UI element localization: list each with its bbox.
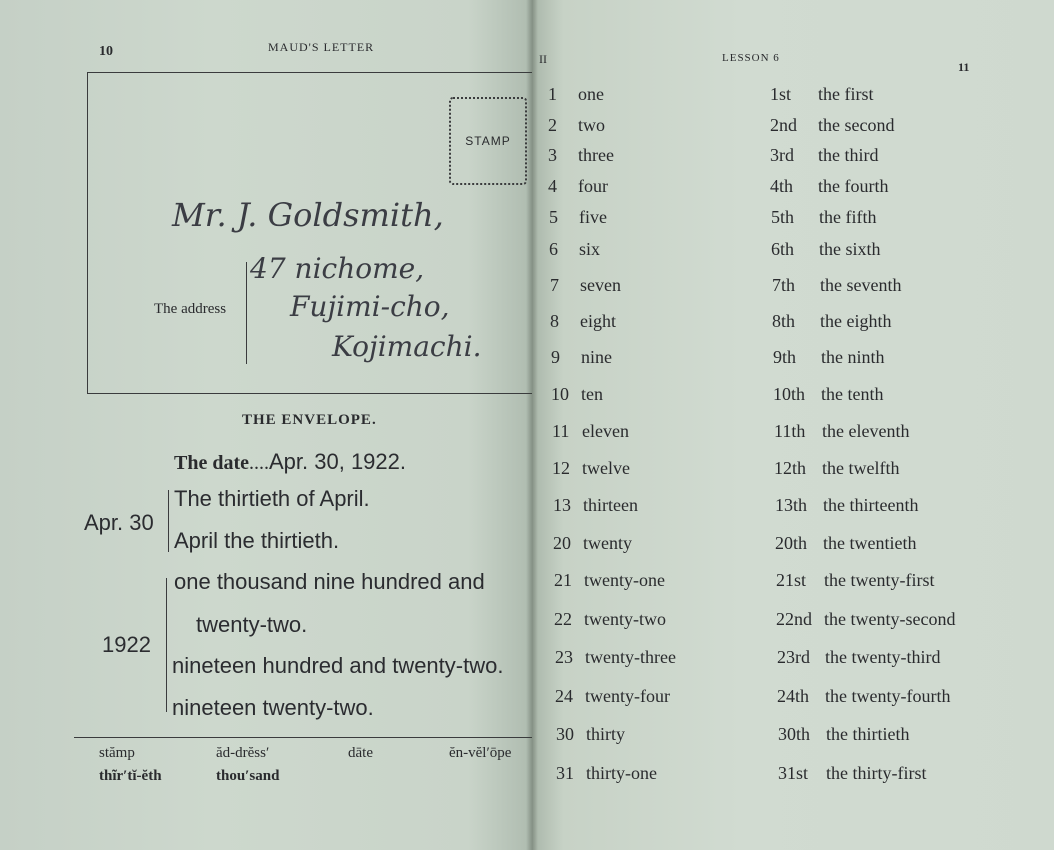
year-label: 1922 <box>102 632 151 657</box>
stamp-box <box>449 97 527 185</box>
ordinal-row-ordinalinal-cardinal-word: the thirtieth <box>826 724 910 744</box>
stamp-label: STAMP <box>465 134 511 148</box>
ordinal-row-cardinal-wordinal: thirty <box>586 724 625 744</box>
ordinal-row-ordinal: 20th <box>775 533 808 553</box>
ordinal-row-ordinal: 1st <box>770 84 792 104</box>
ordinal-row-number: 24 <box>555 686 573 706</box>
apr-brace <box>168 490 169 552</box>
ordinal-row-cardinal-wordinal: seven <box>580 275 621 295</box>
ordinal-row-ordinal: 12th <box>774 458 807 478</box>
ordinal-row-ordinalinal-cardinal-word: the seventh <box>820 275 902 295</box>
ordinal-row-ordinalinal-cardinal-word: the third <box>818 145 879 165</box>
address-line-3: Kojimachi. <box>332 330 482 363</box>
ordinal-row-cardinal-wordinal: twenty-four <box>585 686 670 706</box>
ordinal-row-cardinal-wordinal: twenty-two <box>584 609 666 629</box>
ordinal-row-cardinal-wordinal: six <box>579 239 601 259</box>
ordinal-row-cardinal-wordinal: thirty-one <box>586 763 657 783</box>
apr-label: Apr. 30 <box>84 510 154 535</box>
left-page-number: 10 <box>99 44 113 59</box>
ordinal-row-ordinalinal-cardinal-word: the twenty-fourth <box>825 686 951 706</box>
ordinal-row-ordinal: 21st <box>776 570 807 590</box>
ordinal-row-number: 22 <box>554 609 572 629</box>
date-line-value: Apr. 30, 1922. <box>269 449 406 474</box>
ordinal-row-cardinal-wordinal: twenty <box>583 533 632 553</box>
ordinal-row-ordinal: 6th <box>771 239 795 259</box>
ordinal-row-number: 5 <box>549 207 558 227</box>
ordinal-row-number: 11 <box>552 421 570 441</box>
left-running-head: MAUD'S LETTER <box>268 40 375 54</box>
ordinal-row-number: 20 <box>553 533 571 553</box>
ordinal-row-cardinal-wordinal: eleven <box>582 421 629 441</box>
ordinal-row-ordinalinal-cardinal-word: the twentieth <box>823 533 917 553</box>
ordinal-row-ordinal: 31st <box>778 763 809 783</box>
ordinal-row-ordinalinal-cardinal-word: the eighth <box>820 311 892 331</box>
ordinal-row-number: 9 <box>551 347 560 367</box>
vocab-date: dāte <box>348 745 373 761</box>
ordinal-row-ordinalinal-cardinal-word: the ninth <box>821 347 885 367</box>
address-label: The address <box>154 301 227 317</box>
ordinal-row-ordinal: 11th <box>774 421 806 441</box>
ordinal-row-cardinal-wordinal: eight <box>580 311 616 331</box>
year-reading-3: nineteen hundred and twenty-two. <box>172 653 504 678</box>
ordinal-row-ordinal: 3rd <box>770 145 794 165</box>
ordinal-row-cardinal-wordinal: ten <box>581 384 603 404</box>
vocab-thirtieth: thĩr′tĭ-ĕth <box>99 768 162 784</box>
ordinal-row-ordinal: 24th <box>777 686 810 706</box>
ordinal-row-ordinalinal-cardinal-word: the twenty-second <box>824 609 956 629</box>
ordinal-row-cardinal-wordinal: three <box>578 145 614 165</box>
right-page-number: 11 <box>958 60 970 74</box>
ordinal-row-number: 3 <box>548 145 557 165</box>
ordinal-row-number: 30 <box>556 724 574 744</box>
ordinal-row-number: 10 <box>551 384 569 404</box>
ordinal-row-ordinalinal-cardinal-word: the sixth <box>819 239 881 259</box>
ordinal-row-ordinal: 10th <box>773 384 806 404</box>
vocab-address: ăd-drĕss′ <box>216 745 270 761</box>
ordinal-row-ordinal: 23rd <box>777 647 810 667</box>
ordinal-row-number: 2 <box>548 115 557 135</box>
ordinal-row-ordinalinal-cardinal-word: the fifth <box>819 207 877 227</box>
ordinal-row-ordinal: 8th <box>772 311 796 331</box>
year-reading-1: one thousand nine hundred and <box>174 569 485 594</box>
ordinal-row-number: 6 <box>549 239 558 259</box>
ordinal-row-ordinalinal-cardinal-word: the thirty-first <box>826 763 927 783</box>
year-reading-4: nineteen twenty-two. <box>172 695 374 720</box>
ordinal-row-ordinal: 13th <box>775 495 808 515</box>
date-line <box>174 449 406 475</box>
ordinal-row-cardinal-wordinal: twenty-one <box>584 570 665 590</box>
ordinal-row-cardinal-wordinal: thirteen <box>583 495 638 515</box>
ordinal-row-ordinalinal-cardinal-word: the tenth <box>821 384 884 404</box>
ordinal-row-number: 23 <box>555 647 573 667</box>
book-gutter <box>526 0 538 850</box>
apr-reading-1: The thirtieth of April. <box>174 486 370 511</box>
ordinal-row-cardinal-wordinal: one <box>578 84 604 104</box>
ordinal-row-cardinal-wordinal: nine <box>581 347 612 367</box>
vocab-envelope: ĕn-vĕl′ōpe <box>449 745 512 761</box>
address-line-1: 47 nichome, <box>250 252 425 285</box>
ordinal-row-cardinal-wordinal: two <box>578 115 605 135</box>
year-brace <box>166 578 167 712</box>
address-brace <box>246 262 247 364</box>
date-line-dots: .... <box>249 452 269 474</box>
ordinal-row-ordinalinal-cardinal-word: the fourth <box>818 176 889 196</box>
ordinal-row-ordinal: 9th <box>773 347 797 367</box>
apr-reading-2: April the thirtieth. <box>174 528 340 553</box>
ordinal-row-cardinal-wordinal: four <box>578 176 608 196</box>
date-line-label: The date <box>174 452 249 474</box>
ordinal-row-ordinalinal-cardinal-word: the twenty-third <box>825 647 941 667</box>
right-running-head: LESSON 6 <box>722 52 780 64</box>
ordinal-row-ordinalinal-cardinal-word: the twelfth <box>822 458 900 478</box>
ordinal-row-ordinalinal-cardinal-word: the twenty-first <box>824 570 935 590</box>
ordinal-row-ordinalinal-cardinal-word: the first <box>818 84 874 104</box>
ordinal-row-cardinal-wordinal: twelve <box>582 458 630 478</box>
ordinal-row-number: 7 <box>550 275 559 295</box>
ordinal-row-ordinal: 4th <box>770 176 794 196</box>
envelope-caption: THE ENVELOPE. <box>242 412 377 428</box>
addressee-name: Mr. J. Goldsmith, <box>172 196 444 234</box>
address-line-2: Fujimi-cho, <box>290 290 450 323</box>
ordinal-row-cardinal-wordinal: twenty-three <box>585 647 676 667</box>
ordinal-row-number: 13 <box>553 495 571 515</box>
ordinal-row-number: 21 <box>554 570 572 590</box>
ordinal-row-number: 31 <box>556 763 574 783</box>
vocab-divider <box>74 737 532 738</box>
ordinal-row-number: 1 <box>548 84 557 104</box>
ordinal-row-ordinalinal-cardinal-word: the eleventh <box>822 421 910 441</box>
right-page <box>532 0 1054 850</box>
ordinal-row-ordinal: 7th <box>772 275 796 295</box>
ordinal-row-ordinal: 5th <box>771 207 795 227</box>
ordinal-row-ordinal: 2nd <box>770 115 797 135</box>
ordinal-row-number: 4 <box>548 176 557 196</box>
ordinal-row-number: 8 <box>550 311 559 331</box>
right-corner-mark: II <box>539 52 547 66</box>
ordinal-row-number: 12 <box>552 458 570 478</box>
ordinal-row-ordinalinal-cardinal-word: the thirteenth <box>823 495 919 515</box>
ordinal-row-ordinalinal-cardinal-word: the second <box>818 115 895 135</box>
ordinal-row-ordinal: 30th <box>778 724 811 744</box>
ordinal-row-ordinal: 22nd <box>776 609 812 629</box>
year-reading-2: twenty-two. <box>196 612 308 637</box>
vocab-thousand: thou′sand <box>216 768 280 784</box>
vocab-stamp: stămp <box>99 745 135 761</box>
ordinal-row-cardinal-wordinal: five <box>579 207 607 227</box>
